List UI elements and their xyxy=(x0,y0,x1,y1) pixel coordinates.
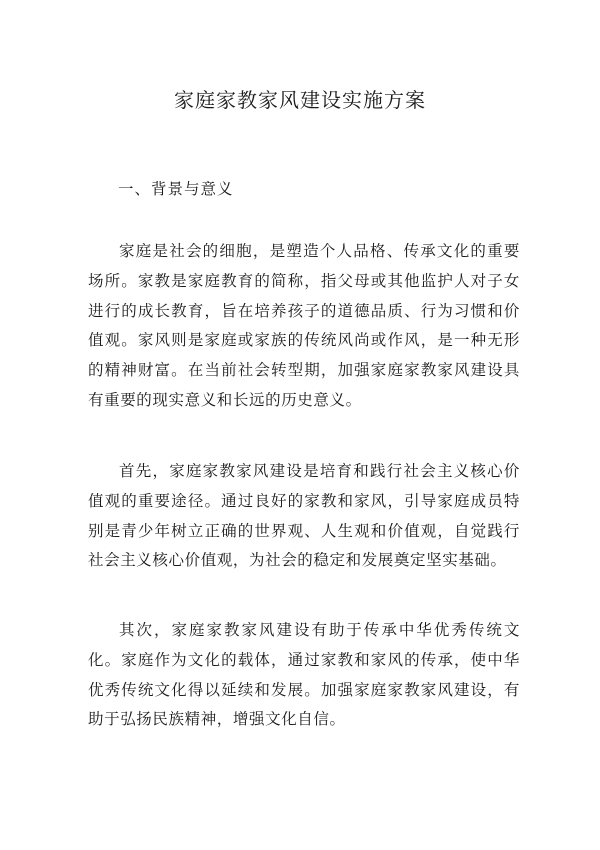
section-heading-background: 一、背景与意义 xyxy=(118,180,234,198)
paragraph-core-values: 首先，家庭家教家风建设是培育和践行社会主义核心价值观的重要途径。通过良好的家教和家风，引导家庭成员特别是青少年树立正确的世界观、人生观和价值观，自觉践行社会主义核心价值观，为社会的稳定和发展奠定坚实基础。 xyxy=(88,462,520,570)
paragraph-family-role: 家庭是社会的细胞，是塑造个人品格、传承文化的重要场所。家教是家庭教育的简称，指父母或其他监护人对子女进行的成长教育，旨在培养孩子的道德品质、行为习惯和价值观。家风则是家庭或家族的传统风尚或作风，是一种无形的精神财富。在当前社会转型期，加强家庭家教家风建设具有重要的现实意义和长远的历史意义。 xyxy=(88,242,520,409)
document-title: 家庭家教家风建设实施方案 xyxy=(174,88,426,112)
paragraph-traditional-culture: 其次，家庭家教家风建设有助于传承中华优秀传统文化。家庭作为文化的载体，通过家教和家风的传承，使中华优秀传统文化得以延续和发展。加强家庭家教家风建设，有助于弘扬民族精神，增强文化自信。 xyxy=(88,621,520,729)
